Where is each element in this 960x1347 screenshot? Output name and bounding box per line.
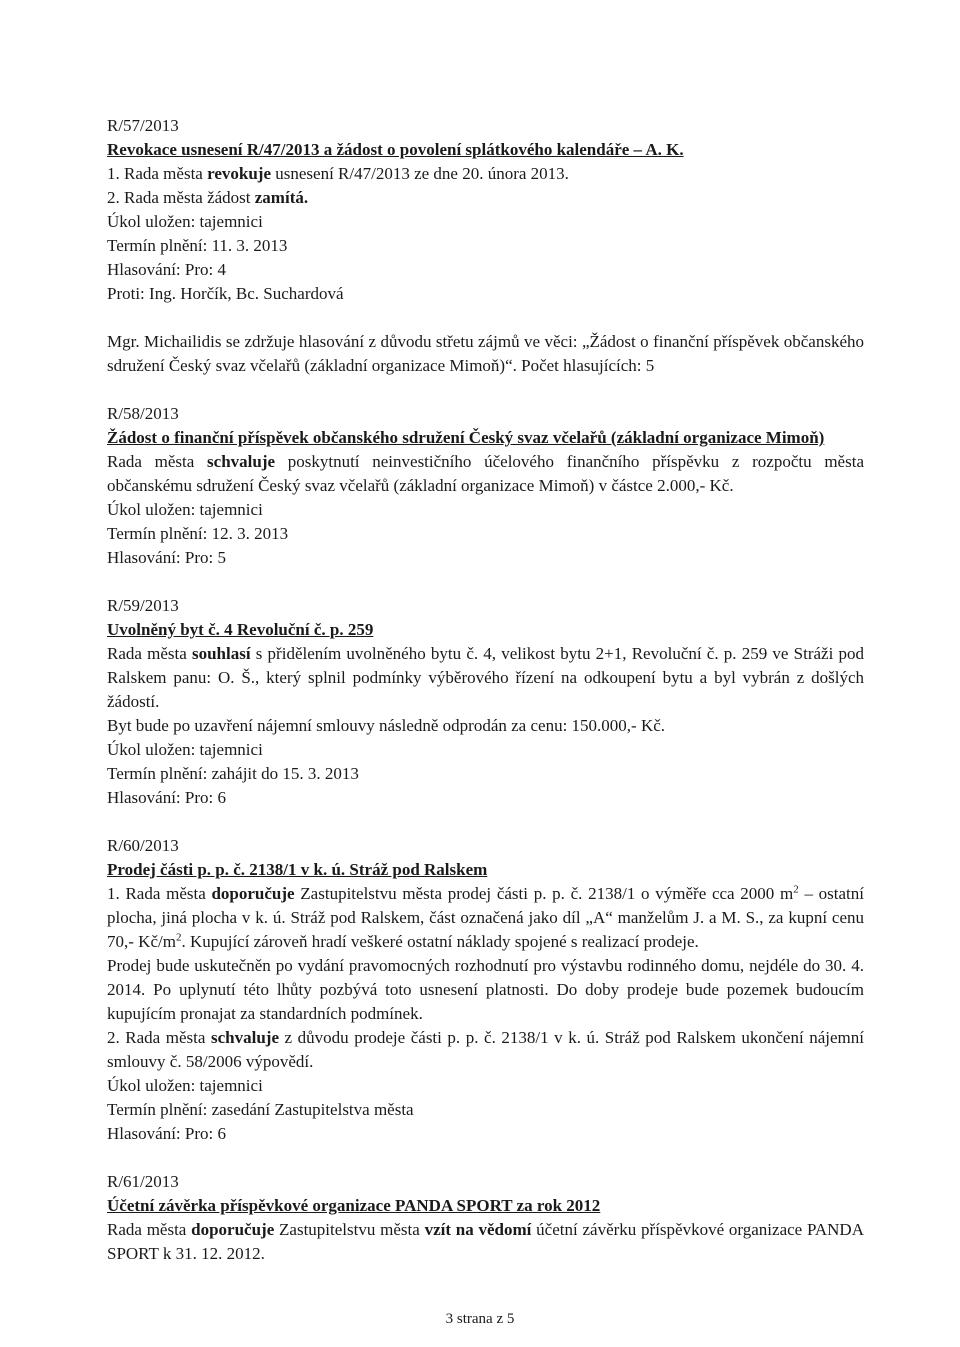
resolution-r57	[107, 114, 864, 306]
deadline: Termín plnění: 12. 3. 2013	[107, 524, 289, 543]
resolution-body: Rada města schvaluje poskytnutí neinvestičního účelového finančního příspěvku z rozpočtu města občanskému sdružení Český svaz včelařů (základní organizace Mimoň) v částce 2.000,- Kč.	[107, 452, 864, 495]
resolution-point-2: 2. Rada města schvaluje z důvodu prodeje části p. p. č. 2138/1 v k. ú. Stráž pod Ralskem ukončení nájemní smlouvy č. 58/2006 výpovědí.	[107, 1028, 865, 1071]
abstention-note: Mgr. Michailidis se zdržuje hlasování z důvodu střetu zájmů ve věci: „Žádost o finanční příspěvek občanského sdružení Český svaz včelařů (základní organizace Mimoň)“. Počet hlasujících: 5	[107, 332, 864, 375]
resolution-number: R/59/2013	[107, 596, 179, 615]
vote-against: Proti: Ing. Horčík, Bc. Suchardová	[107, 284, 344, 303]
resolution-title: Revokace usnesení R/47/2013 a žádost o povolení splátkového kalendáře – A. K.	[107, 140, 684, 159]
resolution-r58	[107, 402, 864, 570]
resolution-point-1-continued: Prodej bude uskutečněn po vydání pravomocných rozhodnutí pro výstavbu rodinného domu, nejdéle do 30. 4. 2014. Po uplynutí této lhůty pozbývá toto usnesení platnosti. Do doby prodeje bude pozemek budoucím kupujícím pronajat za standardních podmínek.	[107, 956, 864, 1023]
resolution-r59	[107, 594, 864, 810]
task-assigned: Úkol uložen: tajemnici	[107, 500, 263, 519]
resolution-title: Prodej části p. p. č. 2138/1 v k. ú. Stráž pod Ralskem	[107, 860, 488, 879]
vote-result: Hlasování: Pro: 5	[107, 548, 226, 567]
resolution-title: Uvolněný byt č. 4 Revoluční č. p. 259	[107, 620, 374, 639]
resolution-number: R/61/2013	[107, 1172, 179, 1191]
deadline: Termín plnění: 11. 3. 2013	[107, 236, 288, 255]
resolution-body: Rada města souhlasí s přidělením uvolněného bytu č. 4, velikost bytu 2+1, Revoluční č. p. 259 ve Stráži pod Ralskem panu: O. Š., který splnil podmínky výběrového řízení na odkoupení bytu a byl vybrán z došlých žádostí.	[107, 644, 864, 711]
resolution-r61	[107, 1170, 864, 1266]
resolution-title: Žádost o finanční příspěvek občanského sdružení Český svaz včelařů (základní organizace Mimoň)	[107, 428, 825, 447]
resolution-number: R/57/2013	[107, 116, 179, 135]
sale-note: Byt bude po uzavření nájemní smlouvy následně odprodán za cenu: 150.000,- Kč.	[107, 716, 666, 735]
resolution-body: Rada města doporučuje Zastupitelstvu města vzít na vědomí účetní závěrku příspěvkové organizace PANDA SPORT k 31. 12. 2012.	[107, 1220, 864, 1263]
task-assigned: Úkol uložen: tajemnici	[107, 740, 263, 759]
resolution-r60	[107, 834, 864, 1146]
document-page	[107, 114, 864, 1266]
resolution-point-1: 1. Rada města doporučuje Zastupitelstvu města prodej části p. p. č. 2138/1 o výměře cca 2000 $m^2$ – ostatní plocha, jiná plocha v k. ú. Stráž pod Ralskem, část označená jako díl „A“ manželům J. a M. S., za kupní cenu 70,- $Kč/m^2$. Kupující zároveň hradí veškeré ostatní náklady spojené s realizací prodeje.	[107, 883, 864, 951]
deadline: Termín plnění: zahájit do 15. 3. 2013	[107, 764, 359, 783]
vote-result: Hlasování: Pro: 6	[107, 788, 226, 807]
resolution-point-1: 1. Rada města revokuje usnesení R/47/2013 ze dne 20. února 2013.	[107, 164, 569, 183]
vote-result: Hlasování: Pro: 6	[107, 1124, 226, 1143]
resolution-number: R/58/2013	[107, 404, 179, 423]
vote-result: Hlasování: Pro: 4	[107, 260, 226, 279]
resolution-number: R/60/2013	[107, 836, 179, 855]
page-footer: 3 strana z 5	[445, 1311, 515, 1327]
task-assigned: Úkol uložen: tajemnici	[107, 212, 263, 231]
resolution-title: Účetní závěrka příspěvkové organizace PANDA SPORT za rok 2012	[107, 1196, 601, 1215]
deadline: Termín plnění: zasedání Zastupitelstva města	[107, 1100, 414, 1119]
task-assigned: Úkol uložen: tajemnici	[107, 1076, 263, 1095]
resolution-point-2: 2. Rada města žádost zamítá.	[107, 188, 309, 207]
